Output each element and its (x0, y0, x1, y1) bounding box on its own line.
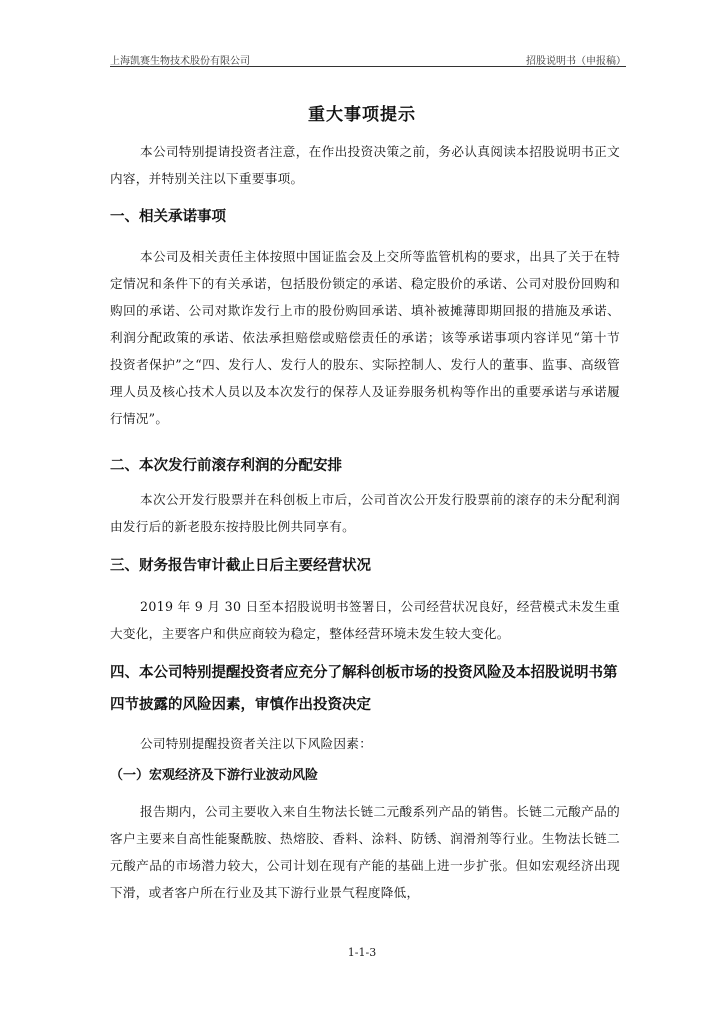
intro-paragraph: 本公司特别提请投资者注意，在作出投资决策之前，务必认真阅读本招股说明书正文内容，并特别关注以下重要事项。 (110, 144, 620, 186)
subsection-4-1-heading: （一）宏观经济及下游行业波动风险 (110, 768, 319, 783)
section-4-body: 公司特别提醒投资者关注以下风险因素： (140, 736, 373, 751)
page-number: 1-1-3 (347, 946, 377, 959)
section-2-body: 本次公开发行股票并在科创板上市后，公司首次公开发行股票前的滚存的未分配利润由发行后的新老股东按持股比例共同享有。 (110, 492, 620, 534)
section-3-body: 2019 年 9 月 30 日至本招股说明书签署日，公司经营状况良好，经营模式未发生重大变化，主要客户和供应商较为稳定，整体经营环境未发生较大变化。 (110, 599, 620, 641)
header-document-type: 招股说明书（申报稿） (526, 56, 626, 67)
subsection-4-1-body: 报告期内，公司主要收入来自生物法长链二元酸系列产品的销售。长链二元酸产品的客户主要来自高性能聚酰胺、热熔胶、香料、涂料、防锈、润滑剂等行业。生物法长链二元酸产品的市场潜力较大，公司计划在现有产能的基础上进一步扩张。但如宏观经济出现下滑，或者客户所在行业及其下游行业景气程度降低， (110, 804, 620, 900)
header-company-name: 上海凯赛生物技术股份有限公司 (110, 56, 250, 67)
section-4-heading: 四、本公司特别提醒投资者应充分了解科创板市场的投资风险及本招股说明书第四节披露的风险因素，审慎作出投资决定 (110, 665, 618, 713)
section-2-heading: 二、本次发行前滚存利润的分配安排 (110, 458, 342, 474)
section-1-heading: 一、相关承诺事项 (110, 209, 226, 225)
page-title: 重大事项提示 (308, 105, 416, 125)
section-1-body: 本公司及相关责任主体按照中国证监会及上交所等监管机构的要求，出具了关于在特定情况和条件下的有关承诺，包括股份锁定的承诺、稳定股价的承诺、公司对股份回购和购回的承诺、公司对欺诈发行上市的股份购回承诺、填补被摊薄即期回报的措施及承诺、利润分配政策的承诺、依法承担赔偿或赔偿责任的承诺；该等承诺事项内容详见“第十节 投资者保护”之“四、发行人、发行人的股东、实际控制人、发行人的董事、监事、高级管理人员及核心技术人员以及本次发行的保荐人及证券服务机构等作出的重要承诺与承诺履行情况”。 (110, 249, 620, 426)
page-header (110, 48, 626, 67)
section-3-heading: 三、财务报告审计截止日后主要经营状况 (110, 558, 371, 574)
